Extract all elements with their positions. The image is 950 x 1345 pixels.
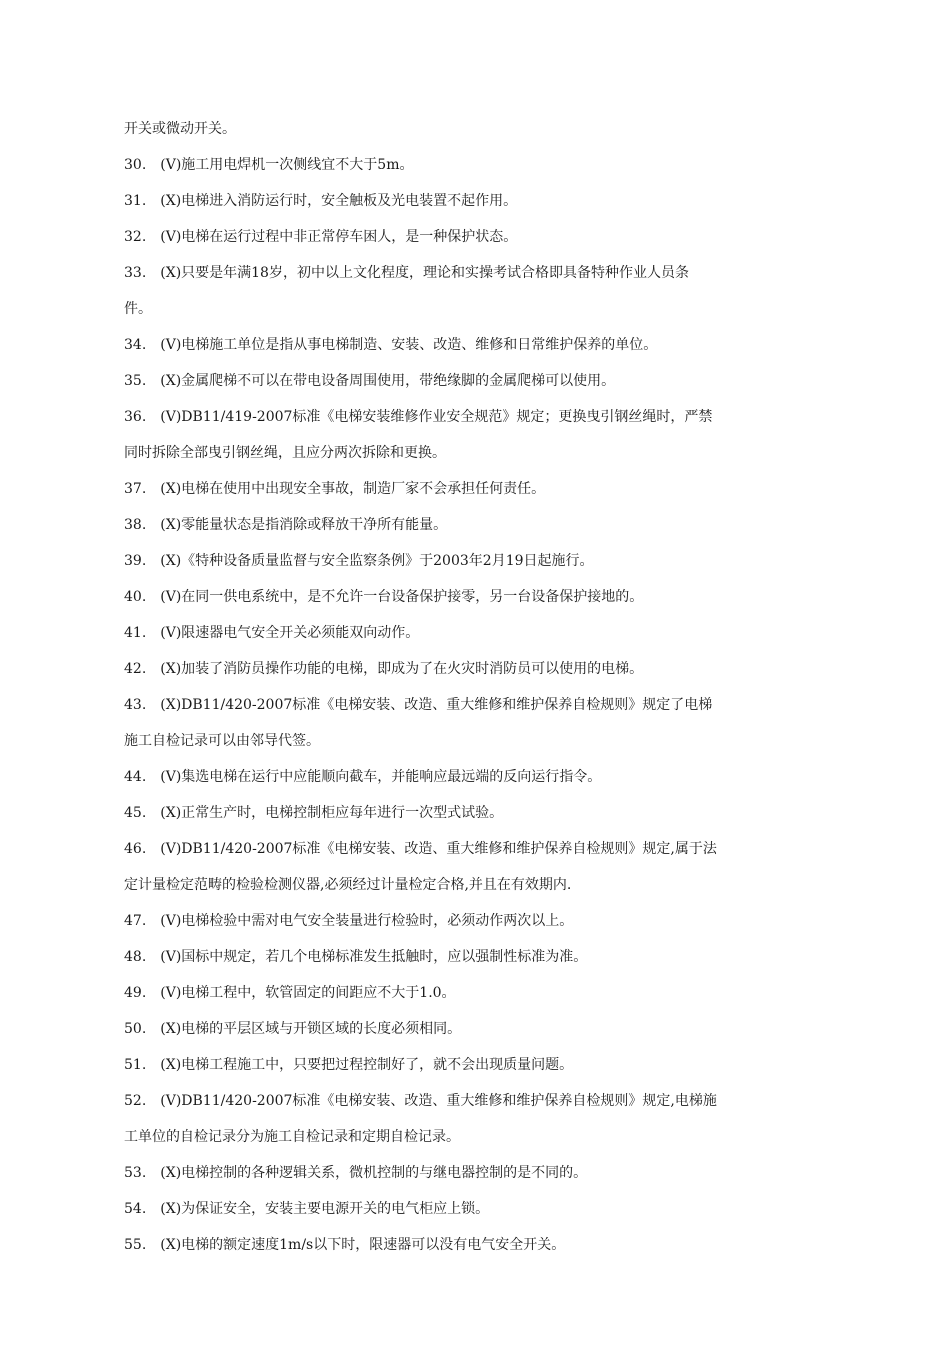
question-50: 50. (X)电梯的平层区域与开锁区域的长度必须相同。 bbox=[124, 1021, 462, 1037]
question-30: 30. (V)施工用电焊机一次侧线宜不大于5m。 bbox=[124, 157, 414, 173]
question-55: 55. (X)电梯的额定速度1m/s以下时，限速器可以没有电气安全开关。 bbox=[124, 1237, 566, 1253]
question-45: 45. (X)正常生产时，电梯控制柜应每年进行一次型式试验。 bbox=[124, 805, 504, 821]
question-31: 31. (X)电梯进入消防运行时，安全触板及光电装置不起作用。 bbox=[124, 193, 518, 209]
question-54: 54. (X)为保证安全，安装主要电源开关的电气柜应上锁。 bbox=[124, 1201, 490, 1217]
question-43: 43. (X)DB11/420-2007标准《电梯安装、改造、重大维修和维护保养自检规则》规定了电梯 bbox=[124, 697, 713, 713]
question-34: 34. (V)电梯施工单位是指从事电梯制造、安装、改造、维修和日常维护保养的单位。 bbox=[124, 337, 658, 353]
question-35: 35. (X)金属爬梯不可以在带电设备周围使用，带绝缘脚的金属爬梯可以使用。 bbox=[124, 373, 616, 389]
question-list bbox=[124, 111, 828, 1263]
question-49: 49. (V)电梯工程中，软管固定的间距应不大于1.0。 bbox=[124, 985, 456, 1001]
question-42: 42. (X)加装了消防员操作功能的电梯，即成为了在火灾时消防员可以使用的电梯。 bbox=[124, 661, 644, 677]
question-36-continued: 同时拆除全部曳引钢丝绳，且应分两次拆除和更换。 bbox=[124, 445, 446, 461]
question-40: 40. (V)在同一供电系统中，是不允许一台设备保护接零，另一台设备保护接地的。 bbox=[124, 589, 644, 605]
question-43-continued: 施工自检记录可以由邻导代签。 bbox=[124, 733, 320, 749]
question-51: 51. (X)电梯工程施工中，只要把过程控制好了，就不会出现质量问题。 bbox=[124, 1057, 574, 1073]
question-44: 44. (V)集选电梯在运行中应能顺向截车，并能响应最远端的反向运行指令。 bbox=[124, 769, 602, 785]
question-33: 33. (X)只要是年满18岁，初中以上文化程度，理论和实操考试合格即具备特种作业人员条 bbox=[124, 265, 689, 281]
question-46: 46. (V)DB11/420-2007标准《电梯安装、改造、重大维修和维护保养自检规则》规定,属于法 bbox=[124, 841, 717, 857]
question-32: 32. (V)电梯在运行过程中非正常停车困人，是一种保护状态。 bbox=[124, 229, 518, 245]
question-52-continued: 工单位的自检记录分为施工自检记录和定期自检记录。 bbox=[124, 1129, 460, 1145]
question-39: 39. (X)《特种设备质量监督与安全监察条例》于2003年2月19日起施行。 bbox=[124, 553, 594, 569]
question-38: 38. (X)零能量状态是指消除或释放干净所有能量。 bbox=[124, 517, 448, 533]
question-37: 37. (X)电梯在使用中出现安全事故，制造厂家不会承担任何责任。 bbox=[124, 481, 546, 497]
question-33-continued: 件。 bbox=[124, 301, 152, 317]
question-53: 53. (X)电梯控制的各种逻辑关系，微机控制的与继电器控制的是不同的。 bbox=[124, 1165, 588, 1181]
question-47: 47. (V)电梯检验中需对电气安全装量进行检验时，必须动作两次以上。 bbox=[124, 913, 574, 929]
question-52: 52. (V)DB11/420-2007标准《电梯安装、改造、重大维修和维护保养自检规则》规定,电梯施 bbox=[124, 1093, 717, 1109]
text-line: 开关或微动开关。 bbox=[124, 121, 236, 137]
question-46-continued: 定计量检定范畴的检验检测仪器,必须经过计量检定合格,并且在有效期内. bbox=[124, 877, 572, 893]
question-48: 48. (V)国标中规定，若几个电梯标准发生抵触时，应以强制性标准为准。 bbox=[124, 949, 588, 965]
question-41: 41. (V)限速器电气安全开关必须能双向动作。 bbox=[124, 625, 420, 641]
question-36: 36. (V)DB11/419-2007标准《电梯安装维修作业安全规范》规定；更换曳引钢丝绳时，严禁 bbox=[124, 409, 713, 425]
